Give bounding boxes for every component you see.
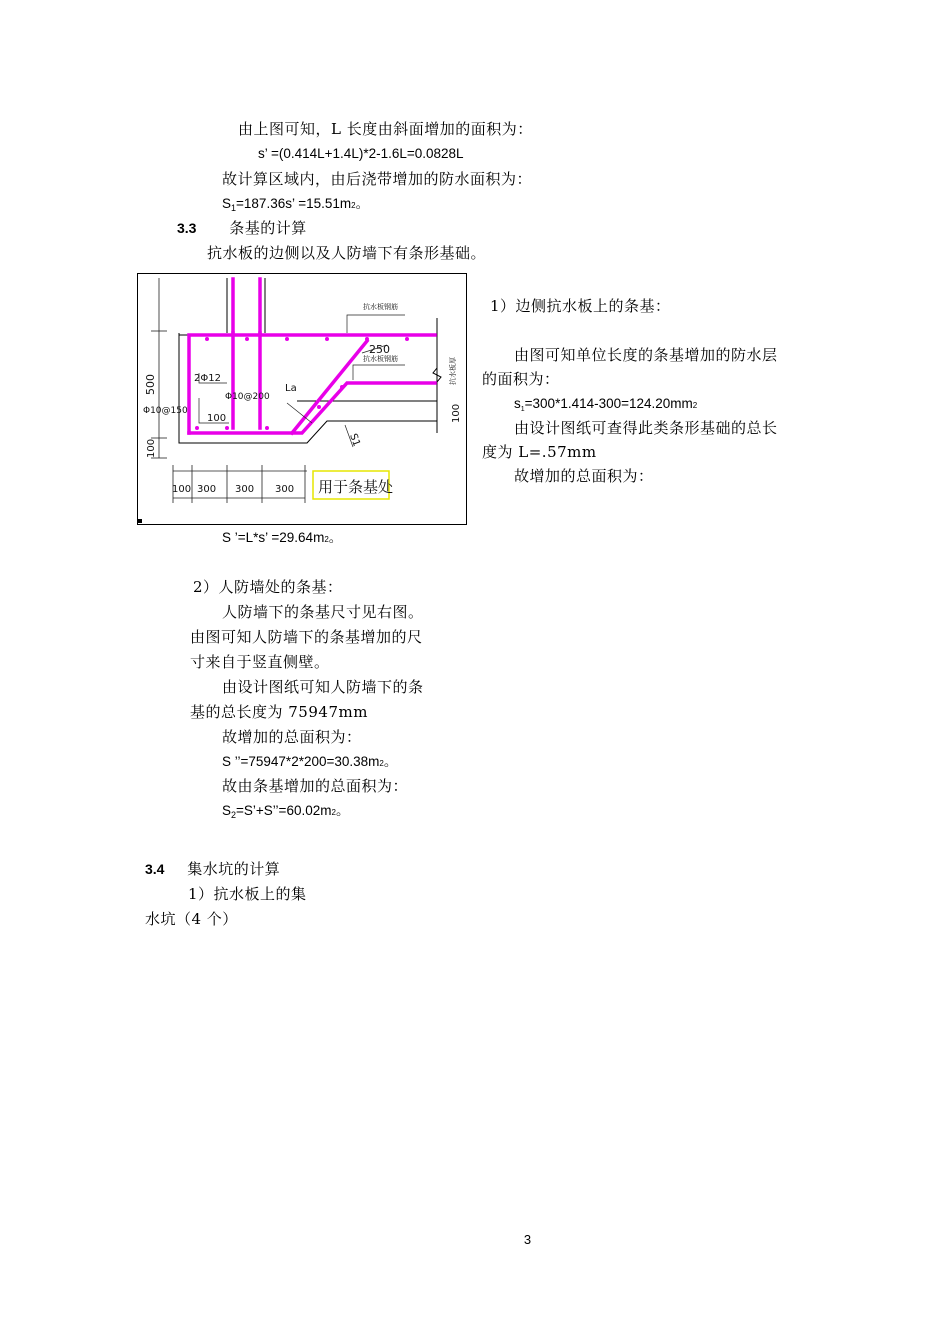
strip-foundation-drawing (137, 273, 467, 525)
label-rebar-phi10-150: Φ10@150 (143, 406, 188, 416)
text-line: 水坑（4 个） (145, 910, 238, 928)
label-dim-100-inner: 100 (207, 413, 227, 424)
text-line: 由设计图纸可知人防墙下的条 (222, 678, 424, 696)
page-number: 3 (523, 1232, 532, 1247)
label-slope-s1: S1 (347, 432, 362, 448)
label-la: La (285, 383, 297, 394)
formula-line: $S_1=187.36s$’ =15.51m2。 (222, 196, 370, 213)
text-line: 由图可知单位长度的条基增加的防水层 (514, 346, 778, 364)
text-line: 寸来自于竖直侧壁。 (190, 653, 330, 671)
text-line: 由设计图纸可查得此类条形基础的总长 (514, 419, 778, 437)
text-line: 抗水板的边侧以及人防墙下有条形基础。 (207, 244, 487, 262)
text-line: 的面积为： (482, 370, 560, 388)
label-dim-100-right: 100 (451, 403, 462, 423)
formula-line: S ’’=75947*2*200=30.38m2。 (222, 754, 398, 770)
text-line: 基的总长度为 75947mm (190, 703, 368, 721)
section-heading-3-3: 3.3 条基的计算 (177, 219, 307, 237)
label-bottom-100: 100 (172, 484, 192, 495)
text-line: 故计算区域内，由后浇带增加的防水面积为： (222, 170, 533, 188)
label-bottom-300b: 300 (235, 484, 255, 495)
label-dim-500: 500 (144, 374, 157, 395)
formula-line: $S_2=S’+S’’=60.02m2$。 (222, 803, 350, 820)
label-rebar-2phi12: 2Φ12 (194, 373, 221, 384)
label-bottom-300c: 300 (275, 484, 295, 495)
formula-line: $s_1=300*1.414-300=124.20mm2$ (514, 396, 698, 413)
text-line: 故由条基增加的总面积为： (222, 777, 409, 795)
section-heading-3-4: 3.4 集水坑的计算 (145, 860, 281, 878)
label-rebar-phi10-200: Φ10@200 (225, 392, 270, 402)
formula-line: S ’=L*s’ =29.64m2。 (222, 530, 343, 546)
label-dim-250: 250 (369, 343, 390, 356)
text-line: 人防墙下的条基尺寸见右图。 (222, 603, 424, 621)
label-slab-thickness: 抗水板厚 (449, 357, 457, 385)
text-line: 故增加的总面积为： (514, 467, 654, 485)
text-line: 度为 L=.57mm (482, 443, 597, 461)
label-top-rebar-2: 抗水板钢筋 (363, 355, 398, 363)
label-caption: 用于条基处 (318, 478, 394, 496)
label-bottom-300a: 300 (197, 484, 217, 495)
text-line: 2）人防墙处的条基： (193, 578, 343, 596)
text-line: 1）边侧抗水板上的条基： (490, 297, 671, 315)
label-top-rebar-1: 抗水板钢筋 (363, 303, 398, 311)
label-dim-100-left: 100 (146, 438, 157, 458)
text-line: 1）抗水板上的集 (188, 885, 307, 903)
text-line: 由上图可知，L 长度由斜面增加的面积为： (238, 120, 533, 138)
formula-line: s’ =(0.414L+1.4L)*2-1.6L=0.0828L (258, 146, 464, 161)
text-line: 由图可知人防墙下的条基增加的尺 (190, 628, 423, 646)
text-line: 故增加的总面积为： (222, 728, 362, 746)
